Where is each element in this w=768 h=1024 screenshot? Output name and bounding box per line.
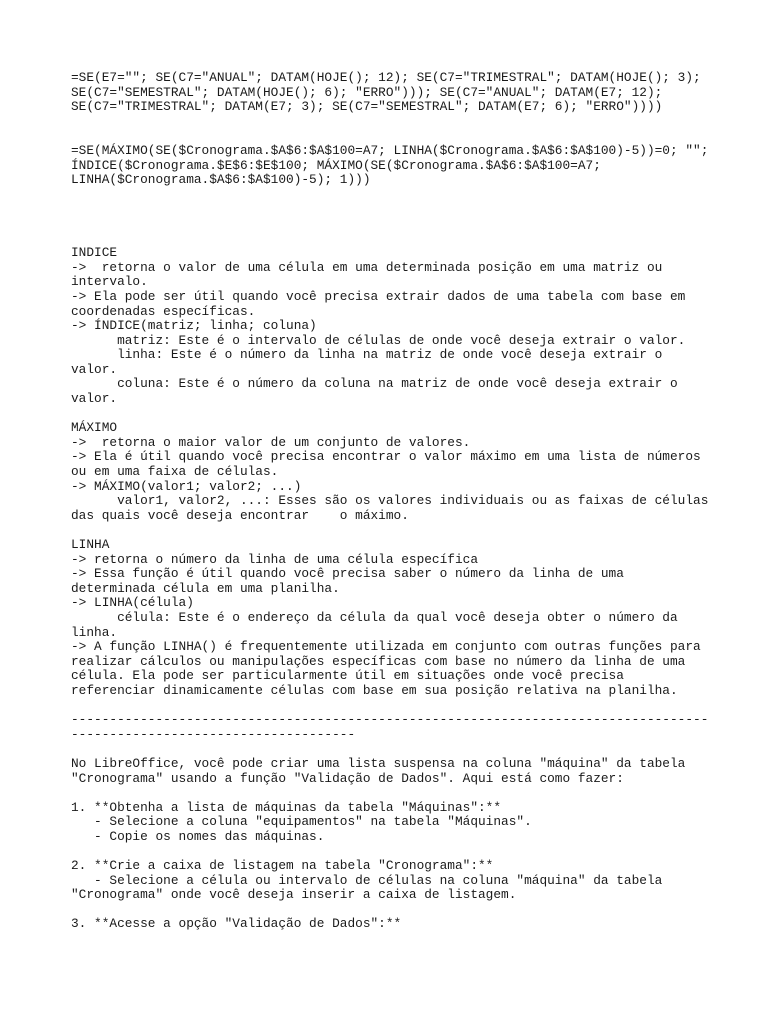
text-line: coluna: Este é o número da coluna na matriz de onde você deseja extrair o [71,376,678,392]
text-line [71,786,711,801]
text-line: -> LINHA(célula) [71,595,194,611]
text-line: 2. **Crie a caixa de listagem na tabela "Cronograma":** [71,858,494,874]
text-line: ÍNDICE($Cronograma.$E$6:$E$100; MÁXIMO(SE($Cronograma.$A$6:$A$100=A7; [71,157,601,173]
text-line: célula. Ela pode ser particularmente útil em situações onde você precisa [71,668,624,684]
text-line: -> retorna o maior valor de um conjunto de valores. [71,434,471,450]
text-line: -> ÍNDICE(matriz; linha; coluna) [71,318,317,334]
text-line [71,407,711,422]
text-line: ------------------------------------- [71,726,356,742]
text-line [71,523,711,538]
text-line: LINHA($Cronograma.$A$6:$A$100)-5); 1))) [71,172,371,188]
text-line [71,903,711,918]
text-line: valor. [71,361,118,377]
text-line: SE(C7="SEMESTRAL"; DATAM(HOJE(); 6); "ERRO"))); SE(C7="ANUAL"; DATAM(E7; 12); [71,84,663,100]
text-line: 1. **Obtenha a lista de máquinas da tabela "Máquinas":** [71,799,502,815]
text-line: célula: Este é o endereço da célula da qual você deseja obter o número da [71,609,678,625]
text-line: - Selecione a coluna "equipamentos" na tabela "Máquinas". [71,814,532,830]
text-line [71,202,711,217]
text-line: -> retorna o número da linha de uma célula específica [71,551,479,567]
text-line: SE(C7="TRIMESTRAL"; DATAM(E7; 3); SE(C7="SEMESTRAL"; DATAM(E7; 6); "ERRO")))) [71,99,663,115]
text-line [71,129,711,144]
text-line: intervalo. [71,274,148,290]
text-line: determinada célula em uma planilha. [71,580,340,596]
text-line: -> retorna o valor de uma célula em uma determinada posição em uma matriz ou [71,259,663,275]
text-line: No LibreOffice, você pode criar uma lista suspensa na coluna "máquina" da tabela [71,755,686,771]
document-page [71,71,711,932]
text-line: =SE(E7=""; SE(C7="ANUAL"; DATAM(HOJE(); 12); SE(C7="TRIMESTRAL"; DATAM(HOJE(); 3); [71,70,701,85]
text-line: 3. **Acesse a opção "Validação de Dados":** [71,916,402,932]
text-line: linha. [71,624,118,640]
text-line: -> MÁXIMO(valor1; valor2; ...) [71,478,302,494]
text-line: INDICE [71,245,118,261]
text-line: "Cronograma" onde você deseja inserir a caixa de listagem. [71,887,517,903]
text-line: matriz: Este é o intervalo de células de onde você deseja extrair o valor. [71,332,686,348]
text-line: valor1, valor2, ...: Esses são os valores individuais ou as faixas de células [71,493,709,509]
text-line: ou em uma faixa de células. [71,464,279,480]
text-line: linha: Este é o número da linha na matriz de onde você deseja extrair o [71,347,663,363]
text-line [71,742,711,757]
text-line: ----------------------------------------------------------------------------------- [71,712,709,728]
text-line: -> A função LINHA() é frequentemente utilizada em conjunto com outras funções para [71,639,701,655]
text-line: "Cronograma" usando a função "Validação de Dados". Aqui está como fazer: [71,770,624,786]
text-line [71,115,711,130]
text-line: - Copie os nomes das máquinas. [71,828,325,844]
text-line: LINHA [71,537,110,552]
text-line: - Selecione a célula ou intervalo de células na coluna "máquina" da tabela [71,872,663,888]
text-line: referenciar dinamicamente células com base em sua posição relativa na planilha. [71,682,678,698]
text-line: -> Ela é útil quando você precisa encontrar o valor máximo em uma lista de números [71,449,701,465]
text-line: MÁXIMO [71,420,118,436]
text-line [71,232,711,247]
text-line: -> Ela pode ser útil quando você precisa extrair dados de uma tabela com base em [71,288,686,304]
text-line: coordenadas específicas. [71,303,256,319]
text-line: realizar cálculos ou manipulações específicas com base no número da linha de uma [71,653,686,669]
text-line [71,844,711,859]
text-line [71,699,711,714]
text-line: =SE(MÁXIMO(SE($Cronograma.$A$6:$A$100=A7; LINHA($Cronograma.$A$6:$A$100)-5))=0; ""; [71,142,709,158]
text-line: valor. [71,391,118,407]
text-line: -> Essa função é útil quando você precisa saber o número da linha de uma [71,566,624,582]
text-line [71,217,711,232]
text-line: das quais você deseja encontrar o máximo. [71,507,409,523]
text-line [71,188,711,203]
